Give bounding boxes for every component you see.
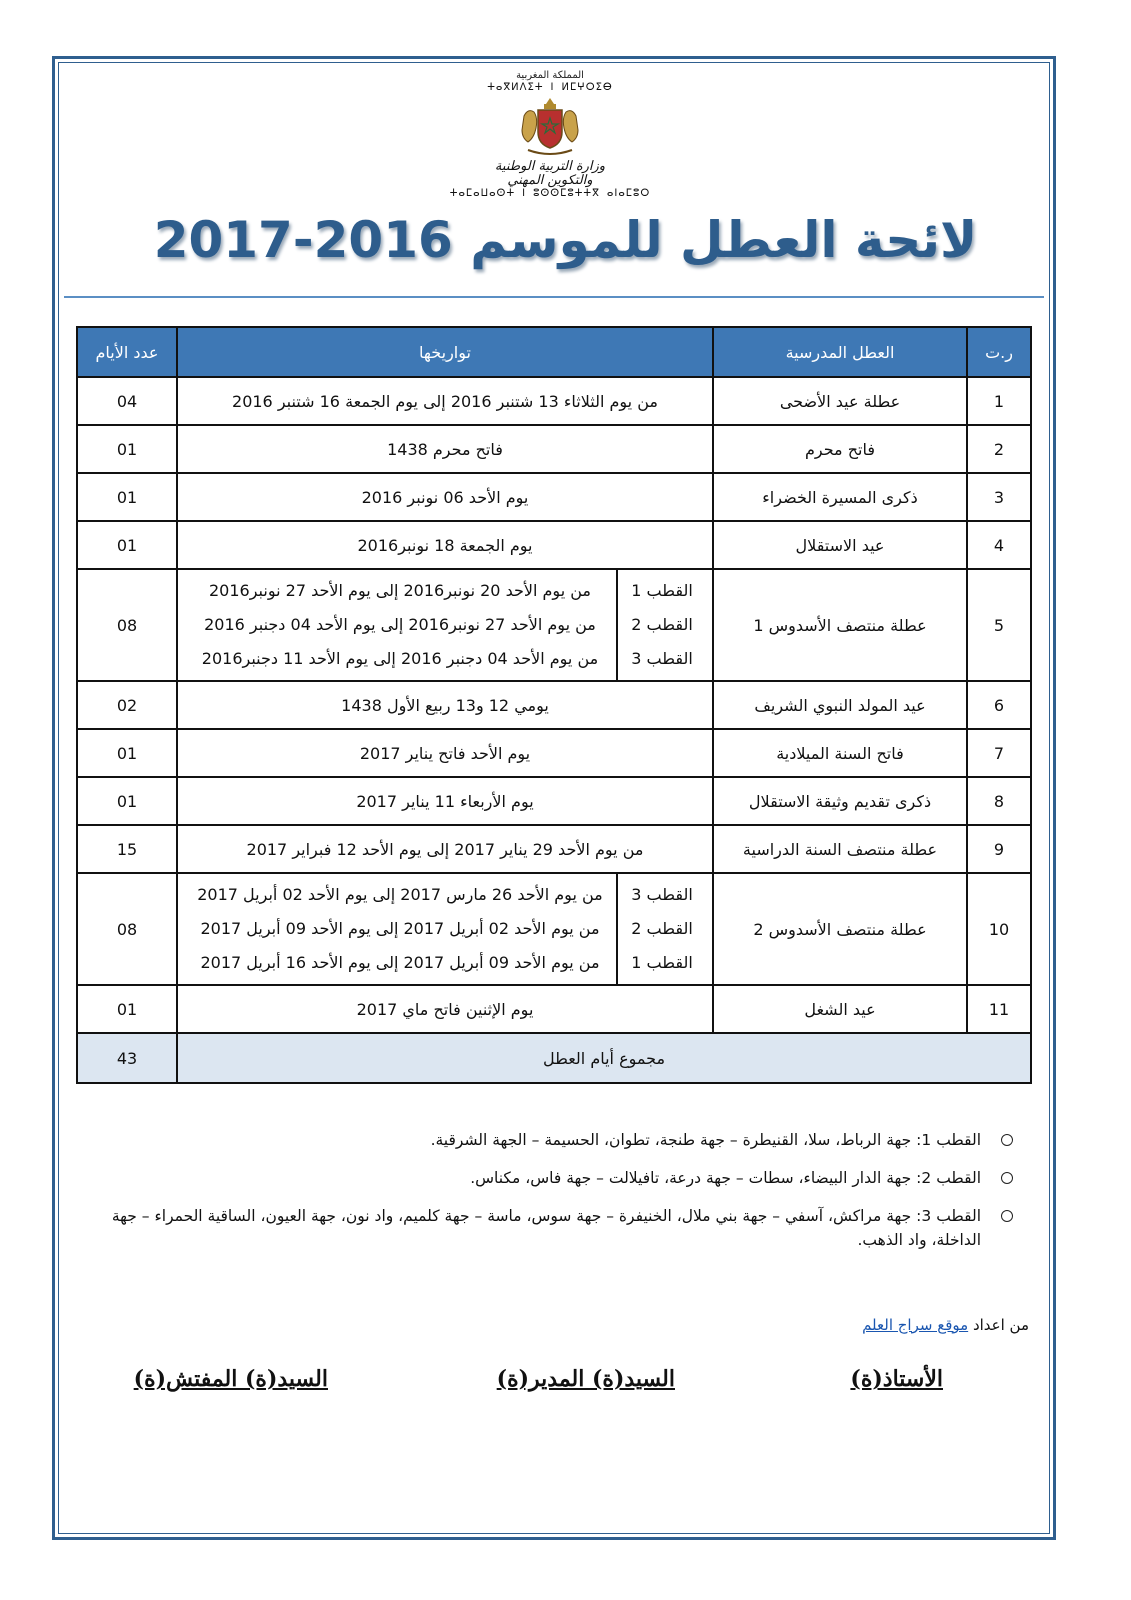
table-row — [77, 729, 1031, 777]
circle-bullet-icon — [1001, 1172, 1013, 1184]
table-row — [77, 985, 1031, 1033]
row-holiday: فاتح محرم — [713, 425, 967, 473]
table-row — [77, 777, 1031, 825]
row-num: 3 — [967, 473, 1031, 521]
row-holiday: فاتح السنة الميلادية — [713, 729, 967, 777]
row-days: 04 — [77, 377, 177, 425]
ministry-header — [430, 70, 670, 200]
zone-label: القطب 2 — [631, 615, 693, 634]
row-dates: فاتح محرم 1438 — [177, 425, 713, 473]
row-dates: يوم الأربعاء 11 يناير 2017 — [177, 777, 713, 825]
row-days: 01 — [77, 425, 177, 473]
holidays-table — [76, 326, 1032, 1084]
zone-dates: من يوم الأحد 09 أبريل 2017 إلى يوم الأحد 16 أبريل 2017 — [200, 953, 600, 972]
zone-label: القطب 1 — [631, 581, 693, 600]
row-holiday: عطلة منتصف السنة الدراسية — [713, 825, 967, 873]
row-days: 01 — [77, 729, 177, 777]
row-holiday: عيد المولد النبوي الشريف — [713, 681, 967, 729]
row-num: 1 — [967, 377, 1031, 425]
circle-bullet-icon — [1001, 1210, 1013, 1222]
row-num: 7 — [967, 729, 1031, 777]
kingdom-name: المملكة المغربية — [516, 70, 584, 81]
ministry-name-line2: والتكوين المهني — [507, 173, 593, 188]
zone-label: القطب 3 — [631, 649, 693, 668]
ministry-name-tifinagh: ⵜⴰⵎⴰⵡⴰⵙⵜ ⵏ ⵓⵙⵙⵎⵓⵜⵜⴳ ⴰⵏⴰⵎⵓⵔ — [449, 188, 651, 199]
zone-label: القطب 3 — [631, 885, 693, 904]
table-row — [77, 521, 1031, 569]
row-dates: يوم الجمعة 18 نونبر2016 — [177, 521, 713, 569]
credit-prefix: من اعداد — [972, 1316, 1029, 1334]
row-days: 08 — [77, 569, 177, 681]
row-days: 01 — [77, 777, 177, 825]
header-days: عدد الأيام — [77, 327, 177, 377]
title-divider — [64, 296, 1044, 298]
row-num: 8 — [967, 777, 1031, 825]
signature-director: السيد(ة) المدير(ة) — [496, 1366, 675, 1392]
zone-dates: من يوم الأحد 20 نونبر2016 إلى يوم الأحد 27 نونبر2016 — [209, 581, 591, 600]
row-days: 08 — [77, 873, 177, 985]
zone-date-list — [184, 570, 616, 680]
kingdom-name-tifinagh: ⵜⴰⴳⵍⴷⵉⵜ ⵏ ⵍⵎⵖⵔⵉⴱ — [487, 82, 613, 93]
list-item — [73, 1128, 1013, 1152]
zone-dates: من يوم الأحد 02 أبريل 2017 إلى يوم الأحد 09 أبريل 2017 — [200, 919, 600, 938]
zone-dates: من يوم الأحد 04 دجنبر 2016 إلى يوم الأحد 11 دجنبر2016 — [201, 649, 599, 668]
note-text: القطب 2: جهة الدار البيضاء، سطات – جهة درعة، تافيلالت – جهة فاس، مكناس. — [470, 1169, 981, 1187]
zone-date-list — [184, 874, 616, 984]
row-dates: يوم الإثنين فاتح ماي 2017 — [177, 985, 713, 1033]
zone-label: القطب 2 — [631, 919, 693, 938]
list-item — [73, 1204, 1013, 1252]
table-row — [77, 425, 1031, 473]
signature-teacher: الأستاذ(ة) — [850, 1366, 943, 1392]
total-label: مجموع أيام العطل — [177, 1033, 1031, 1083]
zone-labels — [616, 570, 706, 680]
table-row — [77, 377, 1031, 425]
header-dates: تواريخها — [177, 327, 713, 377]
row-days: 15 — [77, 825, 177, 873]
row-dates: يوم الأحد فاتح يناير 2017 — [177, 729, 713, 777]
row-holiday: ذكرى المسيرة الخضراء — [713, 473, 967, 521]
table-header-row — [77, 327, 1031, 377]
row-dates: من يوم الثلاثاء 13 شتنبر 2016 إلى يوم الجمعة 16 شتنبر 2016 — [177, 377, 713, 425]
row-num: 4 — [967, 521, 1031, 569]
row-holiday: عطلة عيد الأضحى — [713, 377, 967, 425]
table-row — [77, 873, 1031, 985]
row-dates: من يوم الأحد 29 يناير 2017 إلى يوم الأحد 12 فبراير 2017 — [177, 825, 713, 873]
table-row — [77, 825, 1031, 873]
row-holiday: عيد الاستقلال — [713, 521, 967, 569]
list-item — [73, 1166, 1013, 1190]
page-title: لائحة العطل للموسم 2016-2017 — [153, 211, 978, 269]
row-zone-dates — [177, 569, 713, 681]
zone-dates: من يوم الأحد 26 مارس 2017 إلى يوم الأحد 02 أبريل 2017 — [197, 885, 603, 904]
credit-link[interactable]: موقع سراج العلم — [862, 1316, 969, 1334]
row-dates: يوم الأحد 06 نونبر 2016 — [177, 473, 713, 521]
table-row — [77, 681, 1031, 729]
table-row — [77, 473, 1031, 521]
zone-labels — [616, 874, 706, 984]
row-num: 6 — [967, 681, 1031, 729]
header-num: ر.ت — [967, 327, 1031, 377]
royal-emblem-icon — [518, 96, 582, 158]
table-row — [77, 569, 1031, 681]
row-num: 11 — [967, 985, 1031, 1033]
zone-notes — [73, 1128, 1013, 1266]
signature-inspector: السيد(ة) المفتش(ة) — [133, 1366, 328, 1392]
row-zone-dates — [177, 873, 713, 985]
row-holiday: عيد الشغل — [713, 985, 967, 1033]
header-holiday: العطل المدرسية — [713, 327, 967, 377]
row-num: 10 — [967, 873, 1031, 985]
row-num: 9 — [967, 825, 1031, 873]
total-days: 43 — [77, 1033, 177, 1083]
note-text: القطب 3: جهة مراكش، آسفي – جهة بني ملال، الخنيفرة – جهة سوس، ماسة – جهة كلميم، واد نون، جهة العيون، الساقية الحمراء – جهة الداخلة، واد الذهب. — [111, 1207, 981, 1249]
row-days: 01 — [77, 985, 177, 1033]
note-text: القطب 1: جهة الرباط، سلا، القنيطرة – جهة طنجة، تطوان، الحسيمة – الجهة الشرقية. — [430, 1131, 981, 1149]
row-num: 2 — [967, 425, 1031, 473]
row-dates: يومي 12 و13 ربيع الأول 1438 — [177, 681, 713, 729]
total-row — [77, 1033, 1031, 1083]
zone-label: القطب 1 — [631, 953, 693, 972]
circle-bullet-icon — [1001, 1134, 1013, 1146]
row-holiday: عطلة منتصف الأسدوس 1 — [713, 569, 967, 681]
credit-line — [862, 1316, 1029, 1334]
row-days: 01 — [77, 521, 177, 569]
zone-dates: من يوم الأحد 27 نونبر2016 إلى يوم الأحد 04 دجنبر 2016 — [204, 615, 596, 634]
row-holiday: عطلة منتصف الأسدوس 2 — [713, 873, 967, 985]
row-num: 5 — [967, 569, 1031, 681]
row-holiday: ذكرى تقديم وثيقة الاستقلال — [713, 777, 967, 825]
ministry-name-line1: وزارة التربية الوطنية — [494, 159, 606, 174]
row-days: 02 — [77, 681, 177, 729]
row-days: 01 — [77, 473, 177, 521]
